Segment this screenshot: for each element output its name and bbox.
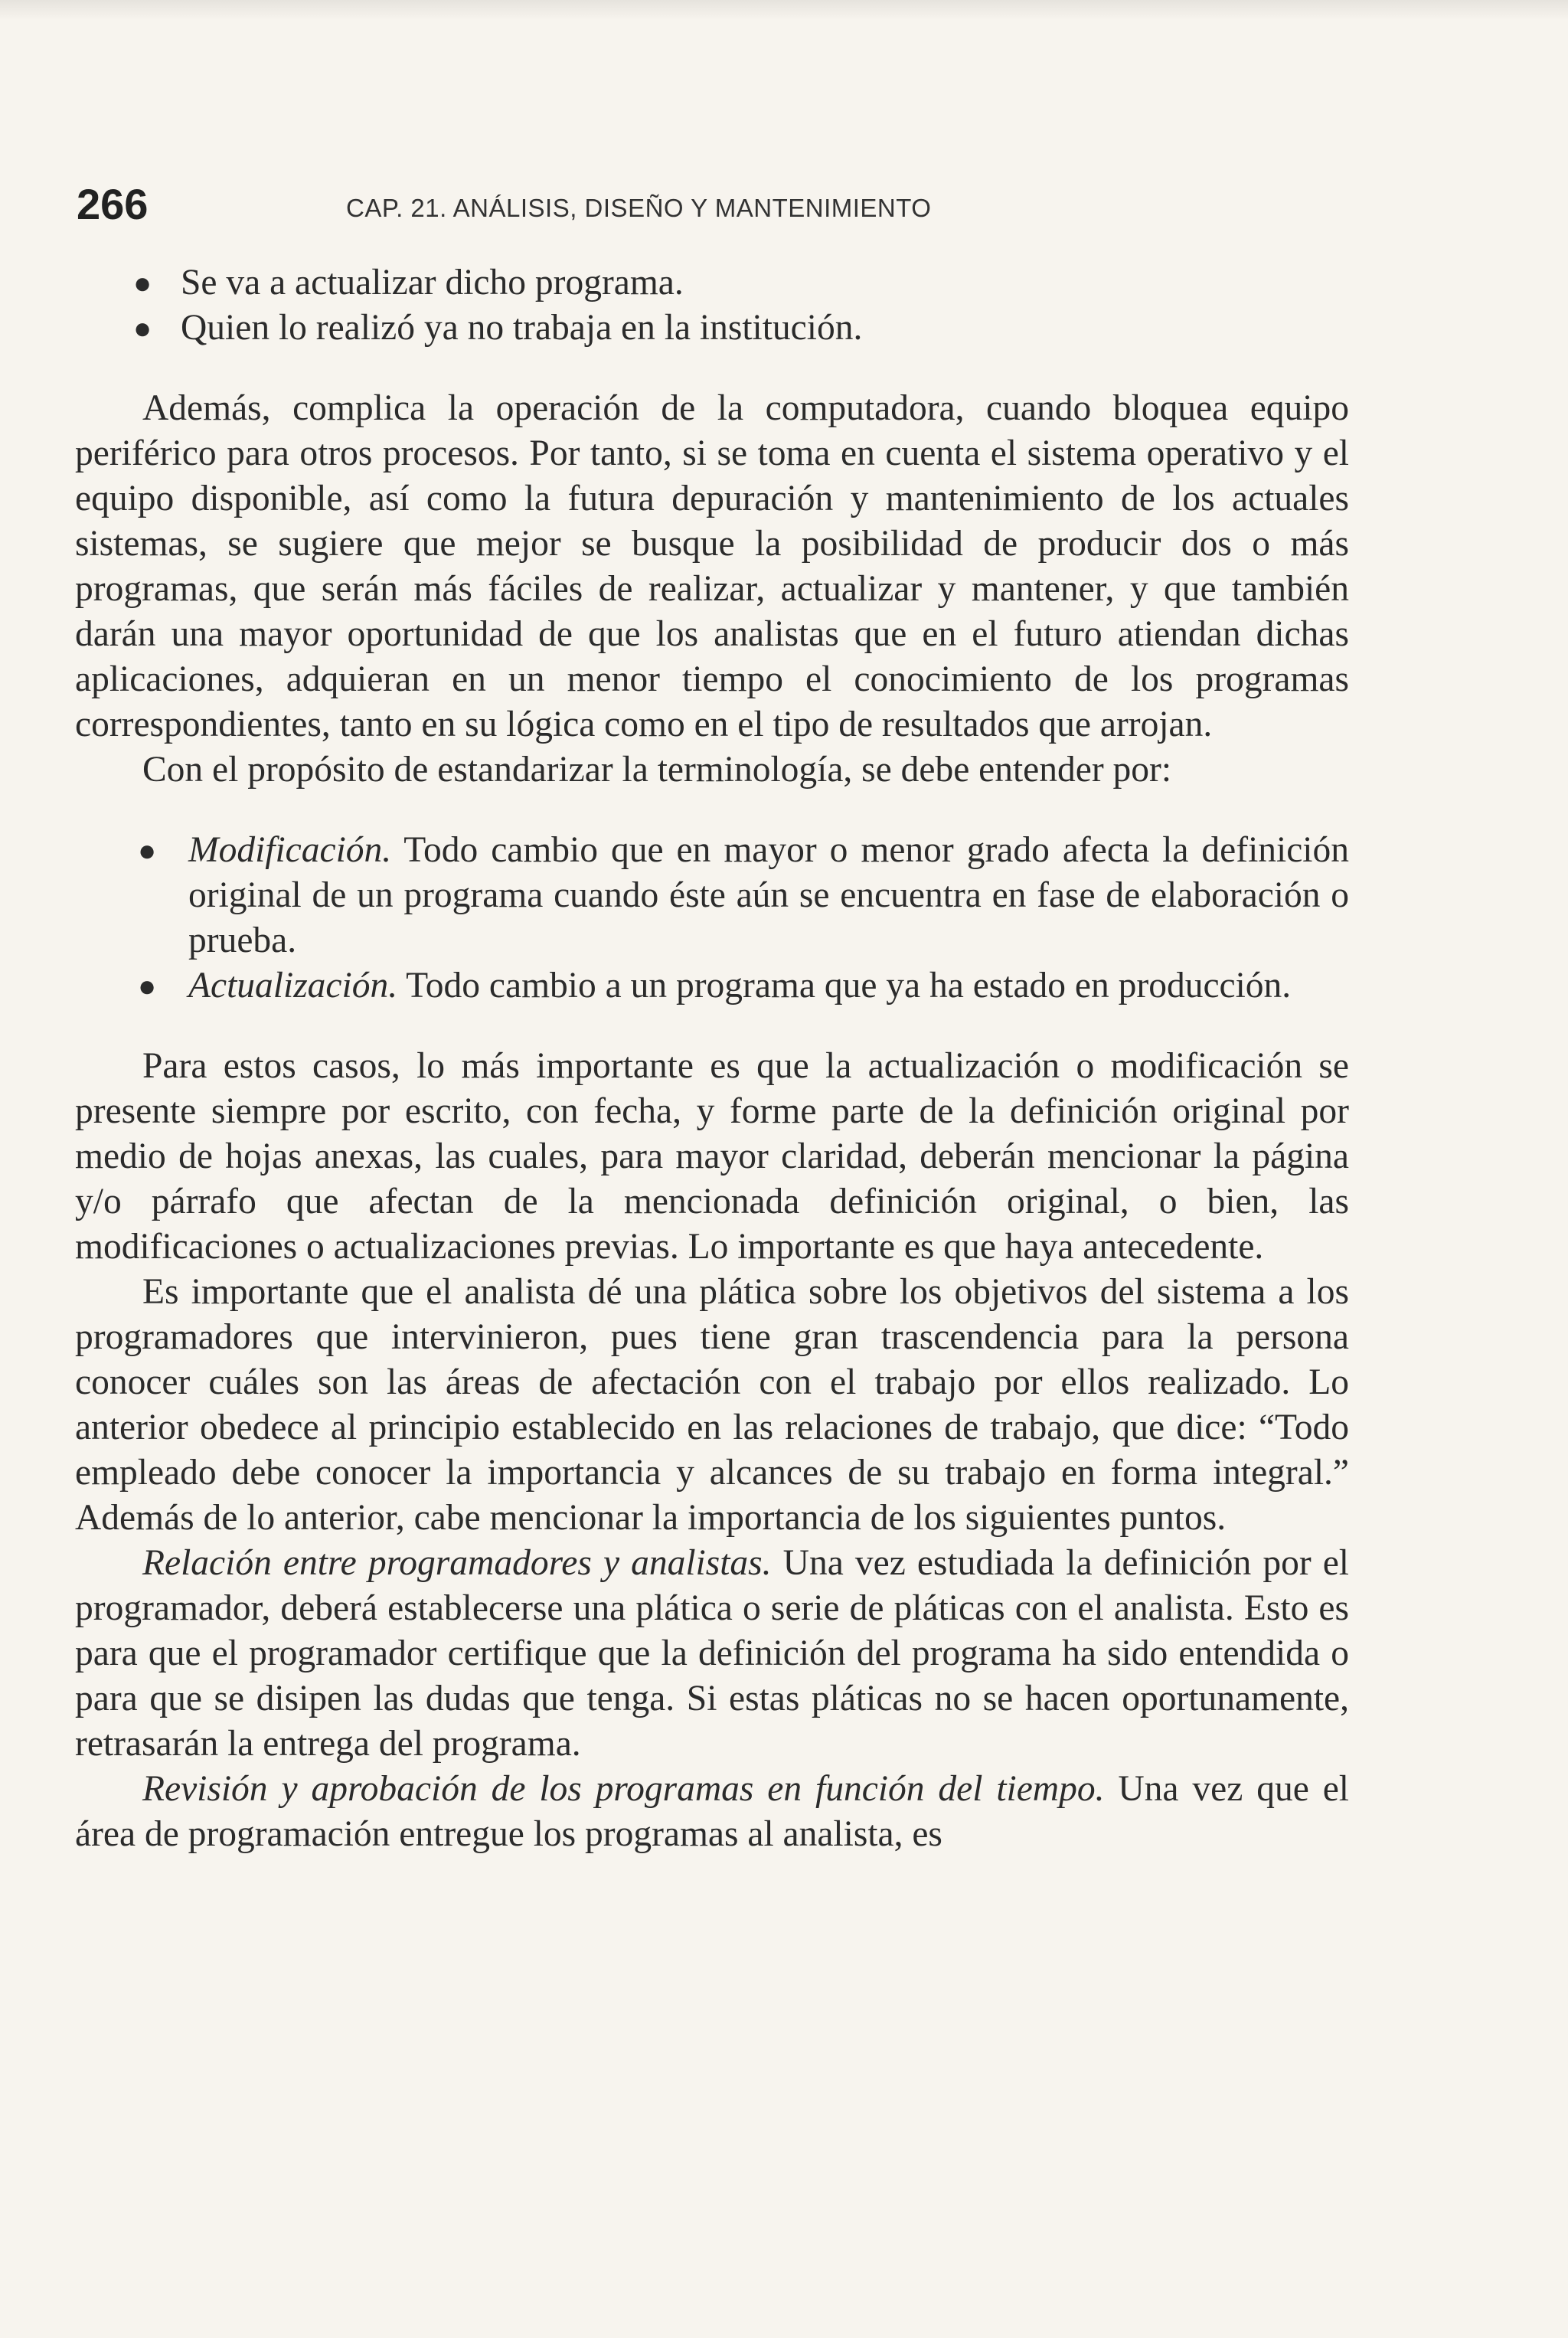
paragraph: Es importante que el analista dé una plática sobre los objetivos del sistema a los programadores que intervinieron, pues tiene gran trascendencia para la persona conocer cuáles son las áreas de afectación con el trabajo por ellos realizado. Lo anterior obedece al principio establecido en las relaciones de trabajo, que dice: “Todo empleado debe conocer la importancia y alcances de su trabajo en forma integral.” Además de lo anterior, cabe mencionar la importancia de los siguientes puntos. [75, 1272, 1349, 1538]
paragraph-text: Una vez estudiada la definición por el programador, deberá establecerse una plática o serie de pláticas con el analista. Esto es para que el programador certifique que la definición del programa ha sido entendida o para que se disipen las dudas que tenga. Si estas pláticas no se hacen oportunamente, retrasarán la entrega del programa. [75, 1543, 1349, 1764]
bullet-icon: ● [133, 266, 152, 300]
bullet-icon: ● [133, 311, 152, 345]
paragraph: Con el propósito de estandarizar la terminología, se debe entender por: [142, 750, 1172, 790]
list-item-text: Quien lo realizó ya no trabaja en la institución. [181, 308, 863, 348]
paragraph: Además, complica la operación de la computadora, cuando bloquea equipo periférico para otros procesos. Por tanto, si se toma en cuenta el sistema operativo y el equipo disponible, así como la futura depuración y mantenimiento de los actuales sistemas, se sugiere que mejor se busque la posibilidad de producir dos o más programas, que serán más fáciles de realizar, actualizar y mantener, y que también darán una mayor oportunidad de que los analistas que en el futuro atiendan dichas aplicaciones, adquieran en un menor tiempo el conocimiento de los programas correspondientes, tanto en su lógica como en el tipo de resultados que arrojan. [75, 388, 1349, 744]
list-item-text: Se va a actualizar dicho programa. [181, 263, 684, 302]
running-head: CAP. 21. ANÁLISIS, DISEÑO Y MANTENIMIENTO [346, 194, 932, 222]
run-in-heading: Relación entre programadores y analistas. [142, 1543, 772, 1583]
page-body [75, 260, 1349, 1857]
definition-text: Todo cambio a un programa que ya ha estado en producción. [397, 966, 1292, 1006]
bullet-icon: ● [138, 833, 157, 868]
definition-list [75, 828, 1349, 1009]
bullet-icon: ● [138, 969, 157, 1003]
paragraph [75, 1541, 1349, 1767]
paragraph [75, 1767, 1349, 1857]
definition-text: Todo cambio que en mayor o menor grado afecta la definición original de un programa cuando éste aún se encuentra en fase de elaboración o prueba. [188, 830, 1349, 960]
run-in-heading: Revisión y aprobación de los programas en función del tiempo. [142, 1769, 1105, 1809]
paragraph: Para estos casos, lo más importante es que la actualización o modificación se presente siempre por escrito, con fecha, y forme parte de la definición original por medio de hojas anexas, las cuales, para mayor claridad, deberán mencionar la página y/o párrafo que afectan de la mencionada definición original, o bien, las modificaciones o actualizaciones previas. Lo importante es que haya antecedente. [75, 1046, 1349, 1267]
list-item [75, 260, 1349, 306]
definition-item [75, 828, 1349, 963]
definition-item [75, 963, 1349, 1009]
list-item [75, 306, 1349, 351]
continued-bullet-list [75, 260, 1349, 351]
paragraph-text: Una vez que el área de programación entregue los programas al analista, es [75, 1769, 1349, 1854]
page-number: 266 [77, 180, 149, 228]
page-header [77, 178, 1378, 239]
page-top-edge [0, 0, 1568, 20]
definition-term: Modificación. [188, 830, 392, 870]
definition-term: Actualización. [188, 966, 398, 1006]
